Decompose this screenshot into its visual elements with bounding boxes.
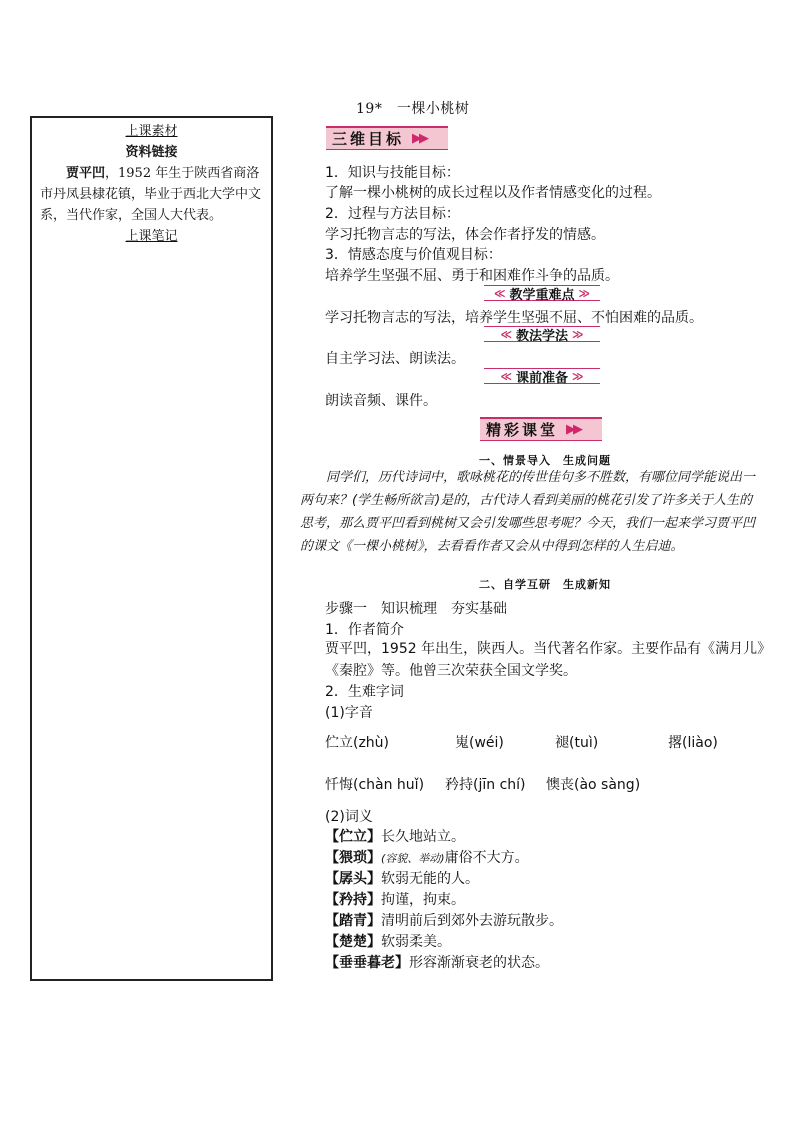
left-chevrons-icon: ≪ <box>500 327 512 341</box>
goal-line-5: 3．情感态度与价值观目标： <box>325 247 502 263</box>
pronunciation-item: 矜持(jīn chí) <box>445 777 526 793</box>
meaning-item <box>325 931 451 951</box>
right-chevrons-icon: ≫ <box>572 327 584 341</box>
goal-line-2: 了解一棵小桃树的成长过程以及作者情感变化的过程。 <box>325 185 661 201</box>
author-intro-heading: 1．作者简介 <box>325 622 404 638</box>
meaning-term: 【猥琐】 <box>325 850 381 866</box>
intro-paragraph: 同学们，历代诗词中，歌咏桃花的传世佳句多不胜数，有哪位同学能说出一两句来？(学生畅所欲言)是的，古代诗人看到美丽的桃花引发了许多关于人生的思考，那么贾平凹看到桃树又会引发哪些思考呢？今天，我们一起来学习贾平凹的课文《一棵小桃树》，去看看作者又会从中得到怎样的人生启迪。 <box>300 470 756 554</box>
banner-three-goals-label: 三维目标 <box>332 130 405 148</box>
pronunciation-item: 褪(tuì) <box>555 735 599 751</box>
pronunciation-item: 撂(liào) <box>668 735 718 751</box>
sidebar-author-bio <box>40 163 263 226</box>
pronunciation-heading: (1)字音 <box>325 705 373 721</box>
step-one-heading: 步骤一 知识梳理 夯实基础 <box>325 601 507 617</box>
meaning-def: 软弱无能的人。 <box>381 871 479 887</box>
meaning-def: 软弱柔美。 <box>381 934 451 950</box>
key-points-text: 学习托物言志的写法，培养学生坚强不屈、不怕困难的品质。 <box>325 310 703 326</box>
meaning-def: 庸俗不大方。 <box>444 850 529 866</box>
goal-line-4: 学习托物言志的写法，体会作者抒发的情感。 <box>325 227 605 243</box>
banner-three-goals <box>326 126 448 150</box>
vocab-heading: 2．生难字词 <box>325 684 404 700</box>
preparation-text: 朗读音频、课件。 <box>325 393 437 409</box>
pronunciation-item: 嵬(wéi) <box>455 735 504 751</box>
meaning-item <box>325 868 479 888</box>
banner-classroom-label: 精彩课堂 <box>486 421 559 439</box>
meaning-item <box>325 889 465 909</box>
pronunciation-item: 忏悔(chàn huǐ) <box>325 777 425 793</box>
meaning-def: 清明前后到郊外去游玩散步。 <box>381 913 563 929</box>
meaning-term: 【伫立】 <box>325 829 381 845</box>
sidebar-heading-links: 资料链接 <box>125 145 178 160</box>
meaning-def: 形容渐渐衰老的状态。 <box>409 955 549 971</box>
sidebar-heading-notes: 上课笔记 <box>125 229 178 244</box>
section-heading-intro: 一、情景导入 生成问题 <box>479 454 611 467</box>
sidebar-heading-materials: 上课素材 <box>125 124 178 139</box>
pronunciation-item: 伫立(zhù) <box>325 735 390 751</box>
double-arrow-icon: ▶▶ <box>566 422 581 437</box>
author-intro-line-1: 贾平凹，1952 年出生，陕西人。当代著名作家。主要作品有《满月儿》 <box>325 641 772 657</box>
meaning-item <box>325 826 465 846</box>
sidebar-box <box>30 116 273 981</box>
section-heading-self-study: 二、自学互研 生成新知 <box>479 578 611 591</box>
author-bio-text: ，1952 年生于陕西省商洛市丹凤县棣花镇，毕业于西北大学中文系，当代作家，全国人大代表。 <box>40 166 262 223</box>
banner-classroom <box>480 417 602 441</box>
meaning-def: 拘谨，拘束。 <box>381 892 465 908</box>
meaning-term: 【踏青】 <box>325 913 381 929</box>
goal-line-3: 2．过程与方法目标： <box>325 206 460 222</box>
goal-line-1: 1．知识与技能目标： <box>325 165 460 181</box>
meaning-term: 【垂垂暮老】 <box>325 955 409 971</box>
subheading-methods-label: 教法学法 <box>515 328 568 344</box>
meaning-item <box>325 847 529 867</box>
meaning-item <box>325 910 563 930</box>
subheading-preparation-label: 课前准备 <box>515 370 568 386</box>
meaning-term: 【矜持】 <box>325 892 381 908</box>
meaning-term: 【楚楚】 <box>325 934 381 950</box>
goal-line-6: 培养学生坚强不屈、勇于和困难作斗争的品质。 <box>325 268 619 284</box>
meaning-term: 【孱头】 <box>325 871 381 887</box>
meaning-item <box>325 952 549 972</box>
subheading-key-points-label: 教学重难点 <box>509 287 575 303</box>
subheading-methods <box>484 326 600 342</box>
meaning-heading: (2)词义 <box>325 809 373 825</box>
double-arrow-icon: ▶▶ <box>412 131 427 146</box>
author-name: 贾平凹 <box>66 166 106 181</box>
right-chevrons-icon: ≫ <box>578 286 591 300</box>
pronunciation-item: 懊丧(ào sàng) <box>546 777 641 793</box>
left-chevrons-icon: ≪ <box>493 286 506 300</box>
meaning-note: (容貌、举动) <box>381 852 445 865</box>
subheading-preparation <box>484 368 600 384</box>
lesson-title: 19* 一棵小桃树 <box>356 101 470 117</box>
right-chevrons-icon: ≫ <box>572 369 584 383</box>
meaning-def: 长久地站立。 <box>381 829 465 845</box>
left-chevrons-icon: ≪ <box>500 369 512 383</box>
subheading-key-points <box>484 285 600 301</box>
author-intro-line-2: 《秦腔》等。他曾三次荣获全国文学奖。 <box>325 663 577 679</box>
methods-text: 自主学习法、朗读法。 <box>325 351 465 367</box>
